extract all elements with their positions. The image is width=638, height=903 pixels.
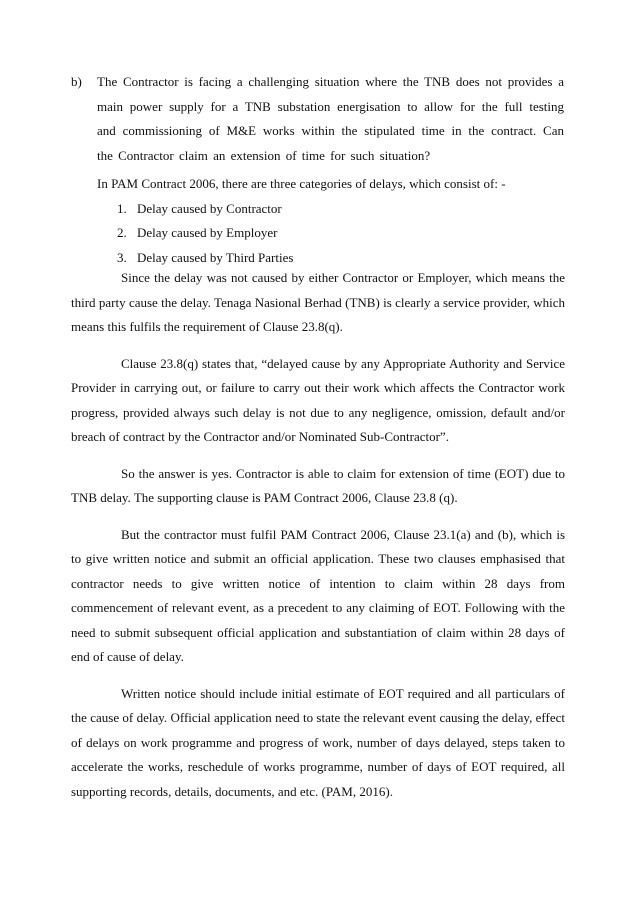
- paragraph: But the contractor must fulfil PAM Contract 2006, Clause 23.1(a) and (b), which is to give written notice and submit an official application. These two clauses emphasised that contractor needs to give written notice of intention to claim within 28 days from commencement of relevant event, as a precedent to any claiming of EOT. Following with the need to submit subsequent official application and substantiation of claim within 28 days of end of cause of delay.: [71, 526, 565, 664]
- paragraph: Written notice should include initial estimate of EOT required and all particulars of the cause of delay. Official application need to state the relevant event causing the delay, effect of delays on work programme and progress of work, number of days delayed, steps taken to accelerate the works, reschedule of works programme, number of days of EOT required, all supporting records, details, documents, and etc. (PAM, 2016).: [71, 685, 565, 799]
- list-item-number: 1.: [117, 200, 127, 216]
- question-label: b): [71, 74, 82, 89]
- answer-body: [97, 172, 565, 270]
- paragraph: Since the delay was not caused by either Contractor or Employer, which means the third party cause the delay. Tenaga Nasional Berhad (TNB) is clearly a service provider, which means this fulfils the requirement of Clause 23.8(q).: [71, 270, 565, 334]
- paragraph: So the answer is yes. Contractor is able to claim for extension of time (EOT) due to TNB delay. The supporting clause is PAM Contract 2006, Clause 23.8 (q).: [71, 465, 565, 505]
- list-item: [97, 197, 565, 222]
- question-text: The Contractor is facing a challenging situation where the TNB does not provides a main power supply for a TNB substation energisation to allow for the full testing and commissioning of M&E works within the stipulated time in the contract. Can the Contractor claim an extension of time for such situation?: [97, 74, 564, 163]
- list-item-number: 2.: [117, 225, 127, 240]
- question-block: [71, 70, 564, 168]
- list-item-number: 3.: [117, 249, 127, 265]
- list-item-label: Delay caused by Employer: [137, 225, 278, 240]
- list-item: [97, 221, 565, 246]
- list-item-label: Delay caused by Third Parties: [137, 249, 294, 265]
- delay-category-list: [97, 197, 565, 271]
- list-item-label: Delay caused by Contractor: [137, 200, 282, 216]
- paragraph: Clause 23.8(q) states that, “delayed cause by any Appropriate Authority and Service Provider in carrying out, or failure to carry out their work which affects the Contractor work progress, provided always such delay is not due to any negligence, omission, default and/or breach of contract by the Contractor and/or Nominated Sub-Contractor”.: [71, 355, 565, 444]
- intro-text: In PAM Contract 2006, there are three categories of delays, which consist of: -: [97, 176, 506, 191]
- paragraphs-block: [71, 266, 565, 804]
